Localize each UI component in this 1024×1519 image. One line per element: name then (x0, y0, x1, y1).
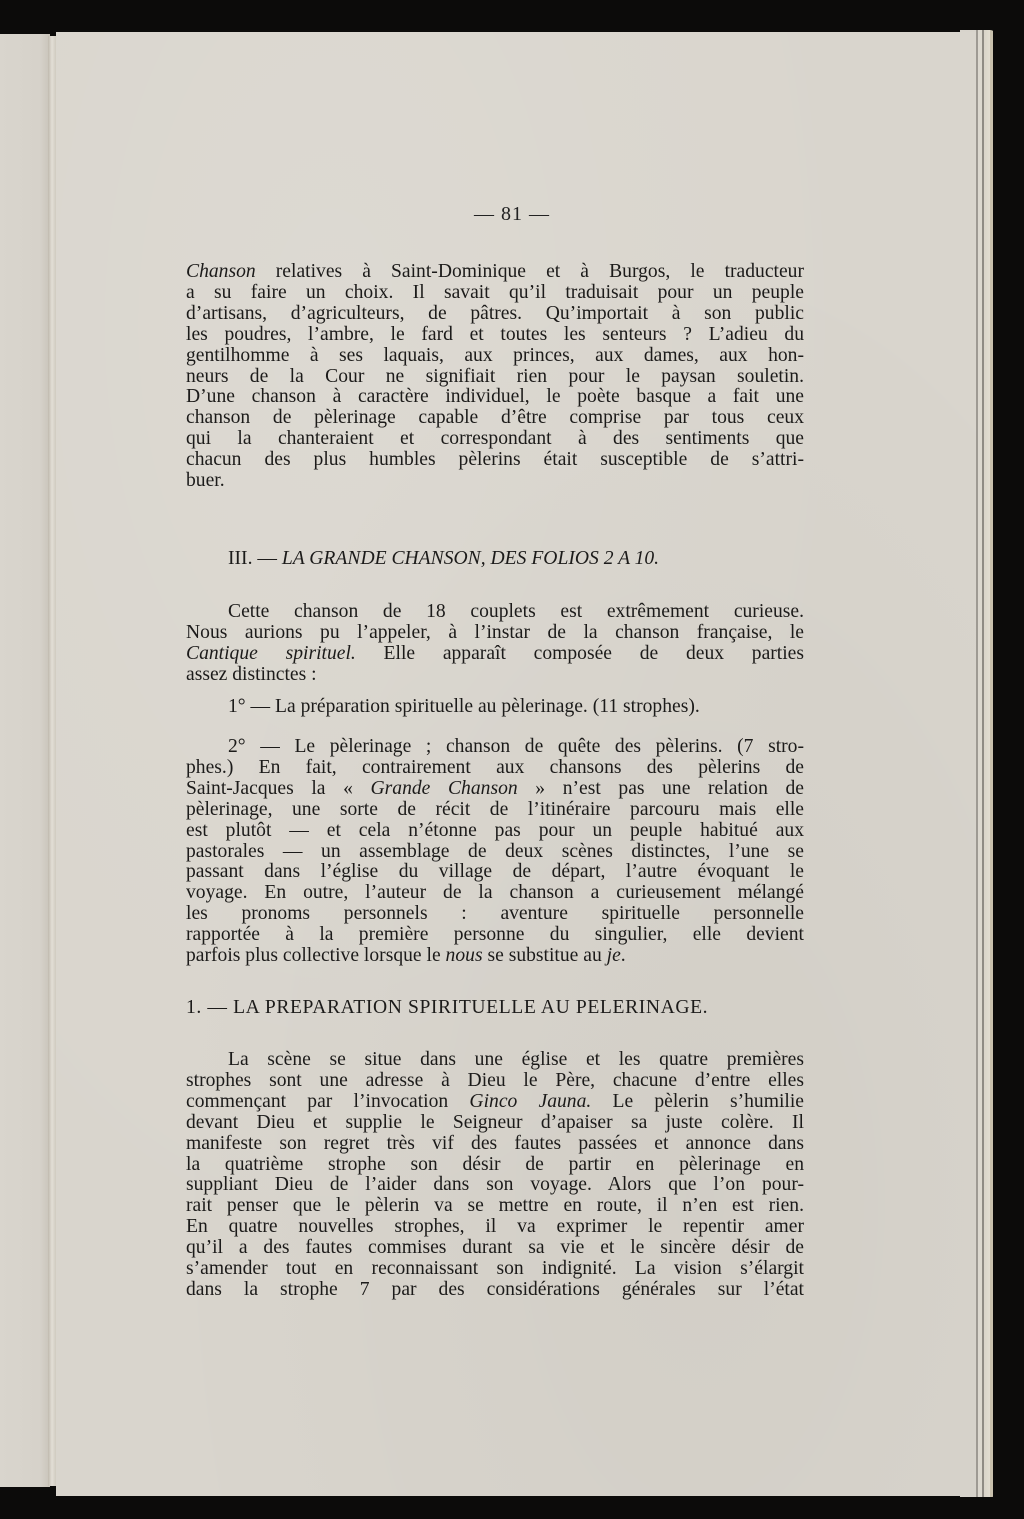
paragraph-2 (186, 602, 804, 686)
book-spine (48, 36, 56, 1486)
text-line: strophes sont une adresse à Dieu le Père, chacune d’entre elles (186, 1069, 804, 1091)
text-line (186, 262, 804, 283)
text-span: relatives à Saint-Dominique et à Burgos, le traducteur (255, 261, 804, 282)
text-line: rait penser que le pèlerin va se mettre en route, il n’en est rien. (186, 1195, 804, 1217)
text-line: 1° — La préparation spirituelle au pèlerinage. (11 strophes). (228, 696, 700, 717)
italic-text: nous (445, 945, 483, 967)
page-number: — 81 — (474, 203, 550, 225)
text-line: a su faire un choix. Il savait qu’il traduisait pour un peuple (186, 281, 804, 303)
text-line: neurs de la Cour ne signifiait rien pour le paysan souletin. (186, 365, 804, 387)
paragraph-1 (186, 262, 804, 492)
text-line (186, 779, 804, 800)
italic-text: Cantique spirituel. (186, 642, 356, 664)
text-line: buer. (186, 470, 225, 492)
text-line: les poudres, l’ambre, le fard et toutes les senteurs ? L’adieu du (186, 323, 804, 345)
section-title: LA GRANDE CHANSON, DES FOLIOS 2 A 10. (281, 548, 660, 569)
text-line: qu’il a des fautes commises durant sa vie et le sincère désir de (186, 1237, 804, 1259)
text-span: » n’est pas une relation de (517, 777, 804, 799)
text-line: rapportée à la première personne du singulier, elle devient (186, 924, 804, 946)
text-line (186, 644, 804, 665)
text-line: gentilhomme à ses laquais, aux princes, aux dames, aux hon- (186, 344, 804, 366)
text-line: pèlerinage, une sorte de récit de l’itinéraire parcouru mais elle (186, 798, 804, 820)
text-span: parfois plus collective lorsque le (186, 945, 446, 967)
text-line: s’amender tout en reconnaissant son indignité. La vision s’élargit (186, 1258, 804, 1280)
text-line: les pronoms personnels : aventure spirituelle personnelle (186, 903, 804, 925)
text-line: dans la strophe 7 par des considérations générales sur l’état (186, 1278, 804, 1300)
paragraph-4 (186, 1050, 804, 1301)
section-title: 1. — LA PREPARATION SPIRITUELLE AU PELERINAGE. (186, 997, 709, 1018)
text-line: phes.) En fait, contrairement aux chansons des pèlerins de (186, 756, 804, 778)
text-line: d’artisans, d’agriculteurs, de pâtres. Qu’importait à son public (186, 302, 804, 324)
text-line: devant Dieu et supplie le Seigneur d’apaiser sa juste colère. Il (186, 1111, 804, 1133)
text-line: passant dans l’église du village de départ, l’autre évoquant le (186, 861, 804, 883)
text-line: chacun des plus humbles pèlerins était susceptible de s’attri- (186, 449, 804, 471)
text-line: est plutôt — et cela n’étonne pas pour un peuple habitué aux (186, 819, 804, 841)
list-item-1 (186, 697, 804, 718)
section-heading-iii (228, 549, 846, 570)
text-line: chanson de pèlerinage capable d’être comprise par tous ceux (186, 407, 804, 429)
text-line: la quatrième strophe son désir de partir en pèlerinage en (186, 1153, 804, 1175)
text-line (186, 1092, 804, 1113)
left-facing-page (0, 34, 50, 1487)
text-line: La scène se situe dans une église et les quatre premières (228, 1049, 804, 1070)
text-line: suppliant Dieu de l’aider dans son voyage. Alors que l’on pour- (186, 1174, 804, 1196)
text-line: pastorales — un assemblage de deux scènes distinctes, l’une se (186, 840, 804, 862)
text-line: Nous aurions pu l’appeler, à l’instar de la chanson française, le (186, 621, 804, 643)
text-span: se substitue au (482, 945, 607, 967)
italic-text: Grande Chanson (370, 777, 518, 799)
text-span: commençant par l’invocation (186, 1090, 470, 1112)
text-span: Le pèlerin s’humilie (591, 1090, 804, 1112)
text-span: . (620, 945, 626, 967)
italic-text: Chanson (186, 261, 256, 282)
text-line: manifeste son regret très vif des fautes passées et annonce dans (186, 1132, 804, 1154)
text-span: Saint-Jacques la « (186, 777, 371, 799)
text-line: assez distinctes : (186, 663, 317, 685)
italic-text: je (606, 945, 621, 967)
text-line: D’une chanson à caractère individuel, le poète basque a fait une (186, 386, 804, 408)
text-line: 2° — Le pèlerinage ; chanson de quête des pèlerins. (7 stro- (228, 736, 804, 757)
text-line: En quatre nouvelles strophes, il va exprimer le repentir amer (186, 1216, 804, 1238)
text-line (186, 946, 804, 967)
text-line: voyage. En outre, l’auteur de la chanson a curieusement mélangé (186, 882, 804, 904)
text-line: qui la chanteraient et correspondant à des sentiments que (186, 428, 804, 450)
text-line: Cette chanson de 18 couplets est extrêmement curieuse. (228, 601, 804, 622)
italic-text: Ginco Jauna. (469, 1090, 592, 1112)
section-numeral: III. — (228, 548, 282, 569)
paragraph-3 (186, 737, 804, 967)
text-span: Elle apparaît composée de deux parties (355, 642, 805, 664)
section-heading-1 (186, 998, 804, 1019)
